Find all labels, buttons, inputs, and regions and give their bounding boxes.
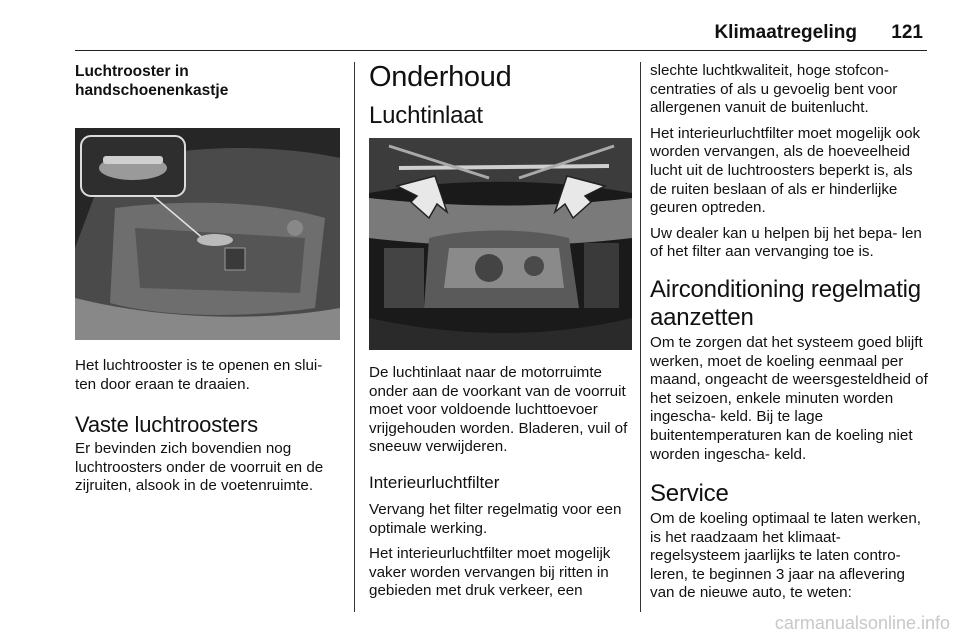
cabin-filter-heading: Interieurluchtfilter — [369, 472, 500, 492]
ac-regular-use-title: Airconditioning regelmatig aanzetten — [650, 275, 921, 331]
page-header — [75, 22, 927, 51]
column-middle — [369, 60, 634, 608]
page-number: 121 — [891, 22, 923, 43]
chapter-title: Klimaatregeling — [714, 22, 857, 43]
filter-replacement-text: Het interieurluchtfilter moet mogelijk ook worden vervangen, als de hoeveelheid lucht uit de luchtroosters beperkt is, als de ruiten beslaan of als er hinderlijke geuren optreden. — [650, 124, 921, 217]
engine-bay-illustration — [369, 138, 632, 350]
air-inlet-body: De luchtinlaat naar de motorruimte onder aan de voorkant van de voorruit moet voor voldoende luchttoevoer vrijgehouden worden. Bladeren, vuil of sneeuw verwijderen. — [369, 364, 628, 456]
filter-conditions-text: slechte luchtkwaliteit, hoge stofcon- centraties of als u gevoelig bent voor allergenen vanuit de buitenlucht. — [650, 62, 898, 117]
glovebox-vent-heading: Luchtrooster in handschoenenkastje — [75, 63, 229, 99]
column-divider — [354, 62, 355, 612]
watermark: carmanualsonline.info — [774, 613, 950, 633]
dealer-advice-text: Uw dealer kan u helpen bij het bepa- len of het filter aan vervanging toe is. — [650, 224, 922, 261]
glovebox-vent-illustration — [75, 128, 340, 340]
column-divider — [640, 62, 641, 612]
column-right — [650, 62, 928, 610]
fixed-vents-title: Vaste luchtroosters — [75, 412, 258, 438]
ac-regular-use-body: Om te zorgen dat het systeem goed blijft werken, moet de koeling eenmaal per maand, ongeacht de weersgesteldheid of het seizoen, enkele minuten worden ingescha- keld. Bij te lage buitentemperaturen kan de koeling niet worden ingescha- keld. — [650, 333, 928, 463]
cabin-filter-p2: Het interieurluchtfilter moet mogelijk vaker worden vervangen bij ritten in gebieden met druk verkeer, een — [369, 545, 611, 600]
glovebox-vent-caption: Het luchtrooster is te openen en slui- ten door eraan te draaien. — [75, 357, 323, 393]
cabin-filter-p1: Vervang het filter regelmatig voor een optimale werking. — [369, 500, 622, 537]
service-title: Service — [650, 480, 729, 508]
air-inlet-title: Luchtinlaat — [369, 102, 483, 129]
column-left — [75, 62, 343, 503]
service-body: Om de koeling optimaal te laten werken, is het raadzaam het klimaat- regelsysteem jaarlijks te laten contro- leren, te beginnen 3 jaar na aflevering van de nieuwe auto, te weten: — [650, 510, 921, 602]
fixed-vents-body: Er bevinden zich bovendien nog luchtroosters onder de voorruit en de zijruiten, alsook in de voetenruimte. — [75, 440, 324, 495]
maintenance-title: Onderhoud — [369, 61, 512, 93]
